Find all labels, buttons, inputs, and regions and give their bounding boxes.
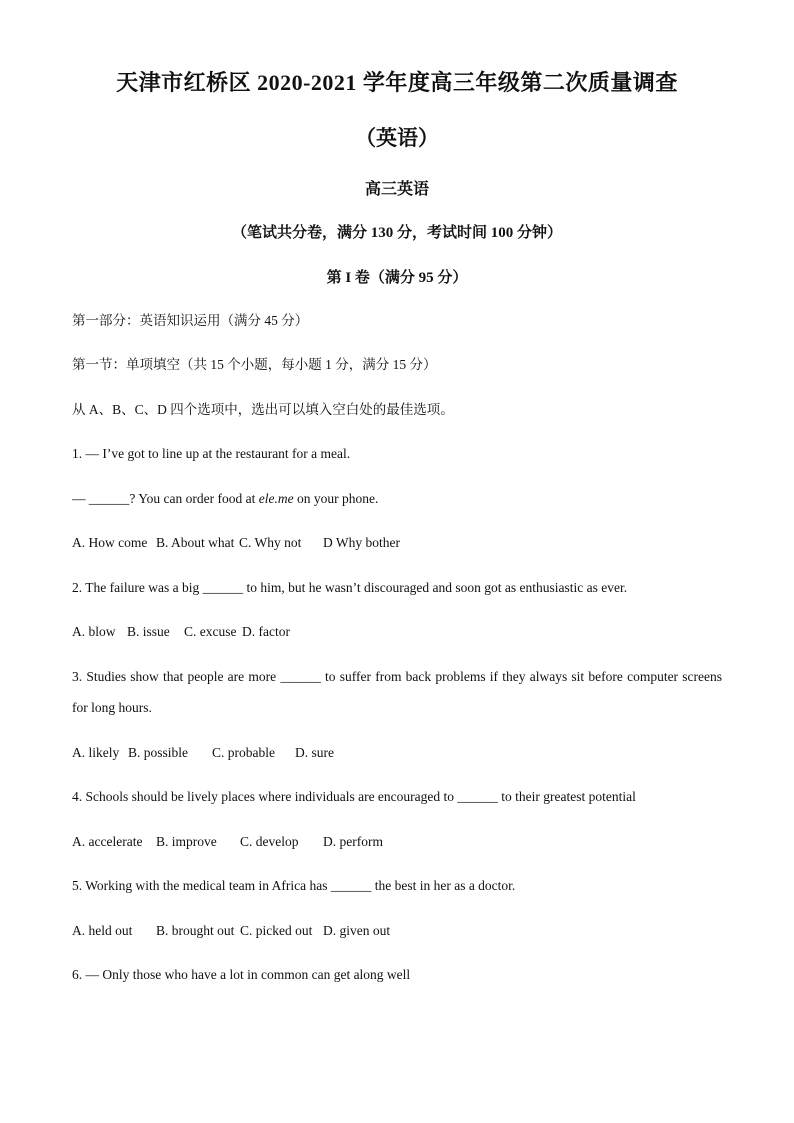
- option-d: D Why bother: [323, 535, 400, 550]
- option-a: A. accelerate: [72, 834, 143, 849]
- section-title: 高三英语: [364, 181, 429, 198]
- question-1-reply: [72, 489, 722, 509]
- question-4-stem: 4. Schools should be lively places where individuals are encouraged to ______ to their greatest potential: [72, 789, 636, 804]
- question-3-stem: 3. Studies show that people are more ______ to suffer from back problems if they always sit before computer screens for long hours.: [72, 669, 722, 715]
- option-d: D. factor: [242, 624, 290, 639]
- option-a: A. held out: [72, 923, 133, 938]
- option-b: B. improve: [156, 834, 217, 849]
- volume-title: 第 I 卷（满分 95 分）: [326, 270, 468, 286]
- question-5-options: [72, 921, 432, 941]
- question-4-options: [72, 832, 432, 852]
- subject-title: （英语）: [355, 126, 439, 150]
- option-c: C. excuse: [184, 624, 237, 639]
- section-heading: 第一节：单项填空（共 15 个小题，每小题 1 分，满分 15 分）: [72, 357, 437, 372]
- part-title: 第一部分：英语知识运用（满分 45 分）: [72, 313, 309, 328]
- option-d: D. perform: [323, 834, 383, 849]
- question-2-options: [72, 622, 372, 642]
- option-b: B. brought out: [156, 923, 235, 938]
- instruction: 从 A、B、C、D 四个选项中，选出可以填入空白处的最佳选项。: [72, 402, 454, 417]
- question-5-stem: 5. Working with the medical team in Africa has ______ the best in her as a doctor.: [72, 878, 516, 893]
- option-a: A. blow: [72, 624, 116, 639]
- option-c: C. probable: [212, 745, 275, 760]
- question-1-reply-post: on your phone.: [293, 491, 379, 506]
- option-c: C. picked out: [240, 923, 313, 938]
- question-2-stem: 2. The failure was a big ______ to him, but he wasn’t discouraged and soon got as enthusiastic as ever.: [72, 580, 628, 595]
- option-a: A. How come: [72, 535, 148, 550]
- question-6-stem: 6. — Only those who have a lot in common can get along well: [72, 967, 411, 982]
- question-1-reply-site: ele.me: [258, 491, 294, 506]
- question-1-stem: 1. — I’ve got to line up at the restaurant for a meal.: [72, 446, 351, 461]
- page-title: 天津市红桥区 2020-2021 学年度高三年级第二次质量调查: [116, 70, 678, 95]
- option-d: D. given out: [323, 923, 391, 938]
- option-b: B. About what: [156, 535, 235, 550]
- question-1-reply-pre: — ______? You can order food at: [72, 491, 259, 506]
- question-3-options: [72, 743, 372, 763]
- question-1-options: [72, 533, 472, 553]
- option-b: B. possible: [128, 745, 189, 760]
- option-c: C. develop: [240, 834, 299, 849]
- option-b: B. issue: [127, 624, 170, 639]
- option-a: A. likely: [72, 745, 120, 760]
- exam-info: （笔试共分卷，满分 130 分，考试时间 100 分钟）: [231, 225, 562, 241]
- option-d: D. sure: [295, 745, 334, 760]
- option-c: C. Why not: [239, 535, 302, 550]
